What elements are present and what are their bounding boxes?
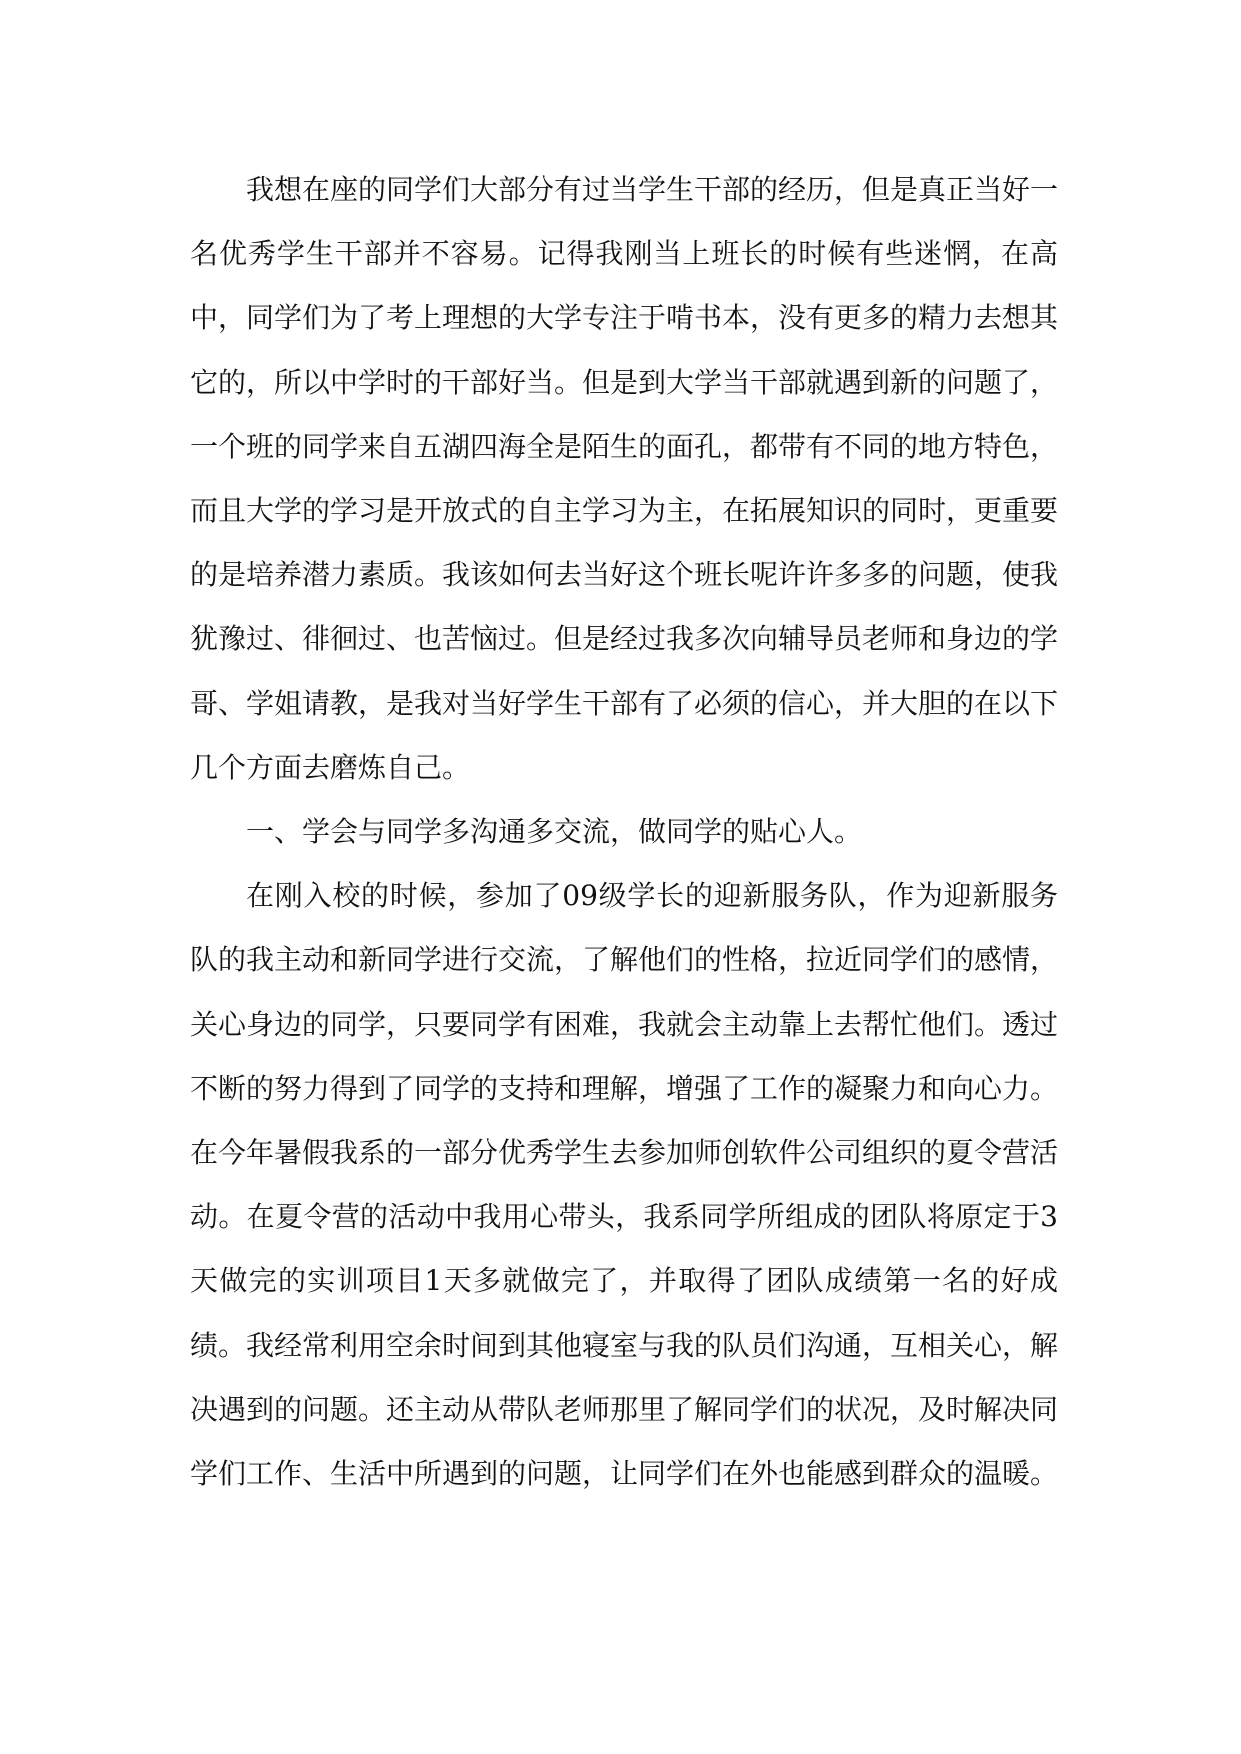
paragraph-section-1: 在刚入校的时候，参加了09级学长的迎新服务队，作为迎新服务队的我主动和新同学进行交流，了解他们的性格，拉近同学们的感情，关心身边的同学，只要同学有困难，我就会主动靠上去帮忙他们。透过不断的努力得到了同学的支持和理解，增强了工作的凝聚力和向心力。在今年暑假我系的一部分优秀学生去参加师创软件公司组织的夏令营活动。在夏令营的活动中我用心带头，我系同学所组成的团队将原定于3天做完的实训项目1天多就做完了，并取得了团队成绩第一名的好成绩。我经常利用空余时间到其他寝室与我的队员们沟通，互相关心，解决遇到的问题。还主动从带队老师那里了解同学们的状况，及时解决同学们工作、生活中所遇到的问题，让同学们在外也能感到群众的温暖。 — [190, 879, 1059, 1491]
document-body — [190, 158, 1058, 1506]
section-heading-1: 一、学会与同学多沟通多交流，做同学的贴心人。 — [246, 815, 863, 849]
paragraph-intro: 我想在座的同学们大部分有过当学生干部的经历，但是真正当好一名优秀学生干部并不容易。记得我刚当上班长的时候有些迷惘，在高中，同学们为了考上理想的大学专注于啃书本，没有更多的精力去想其它的，所以中学时的干部好当。但是到大学当干部就遇到新的问题了，一个班的同学来自五湖四海全是陌生的面孔，都带有不同的地方特色，而且大学的学习是开放式的自主学习为主，在拓展知识的同时，更重要的是培养潜力素质。我该如何去当好这个班长呢许许多多的问题，使我犹豫过、徘徊过、也苦恼过。但是经过我多次向辅导员老师和身边的学哥、学姐请教，是我对当好学生干部有了必须的信心，并大胆的在以下几个方面去磨炼自己。 — [190, 173, 1059, 784]
